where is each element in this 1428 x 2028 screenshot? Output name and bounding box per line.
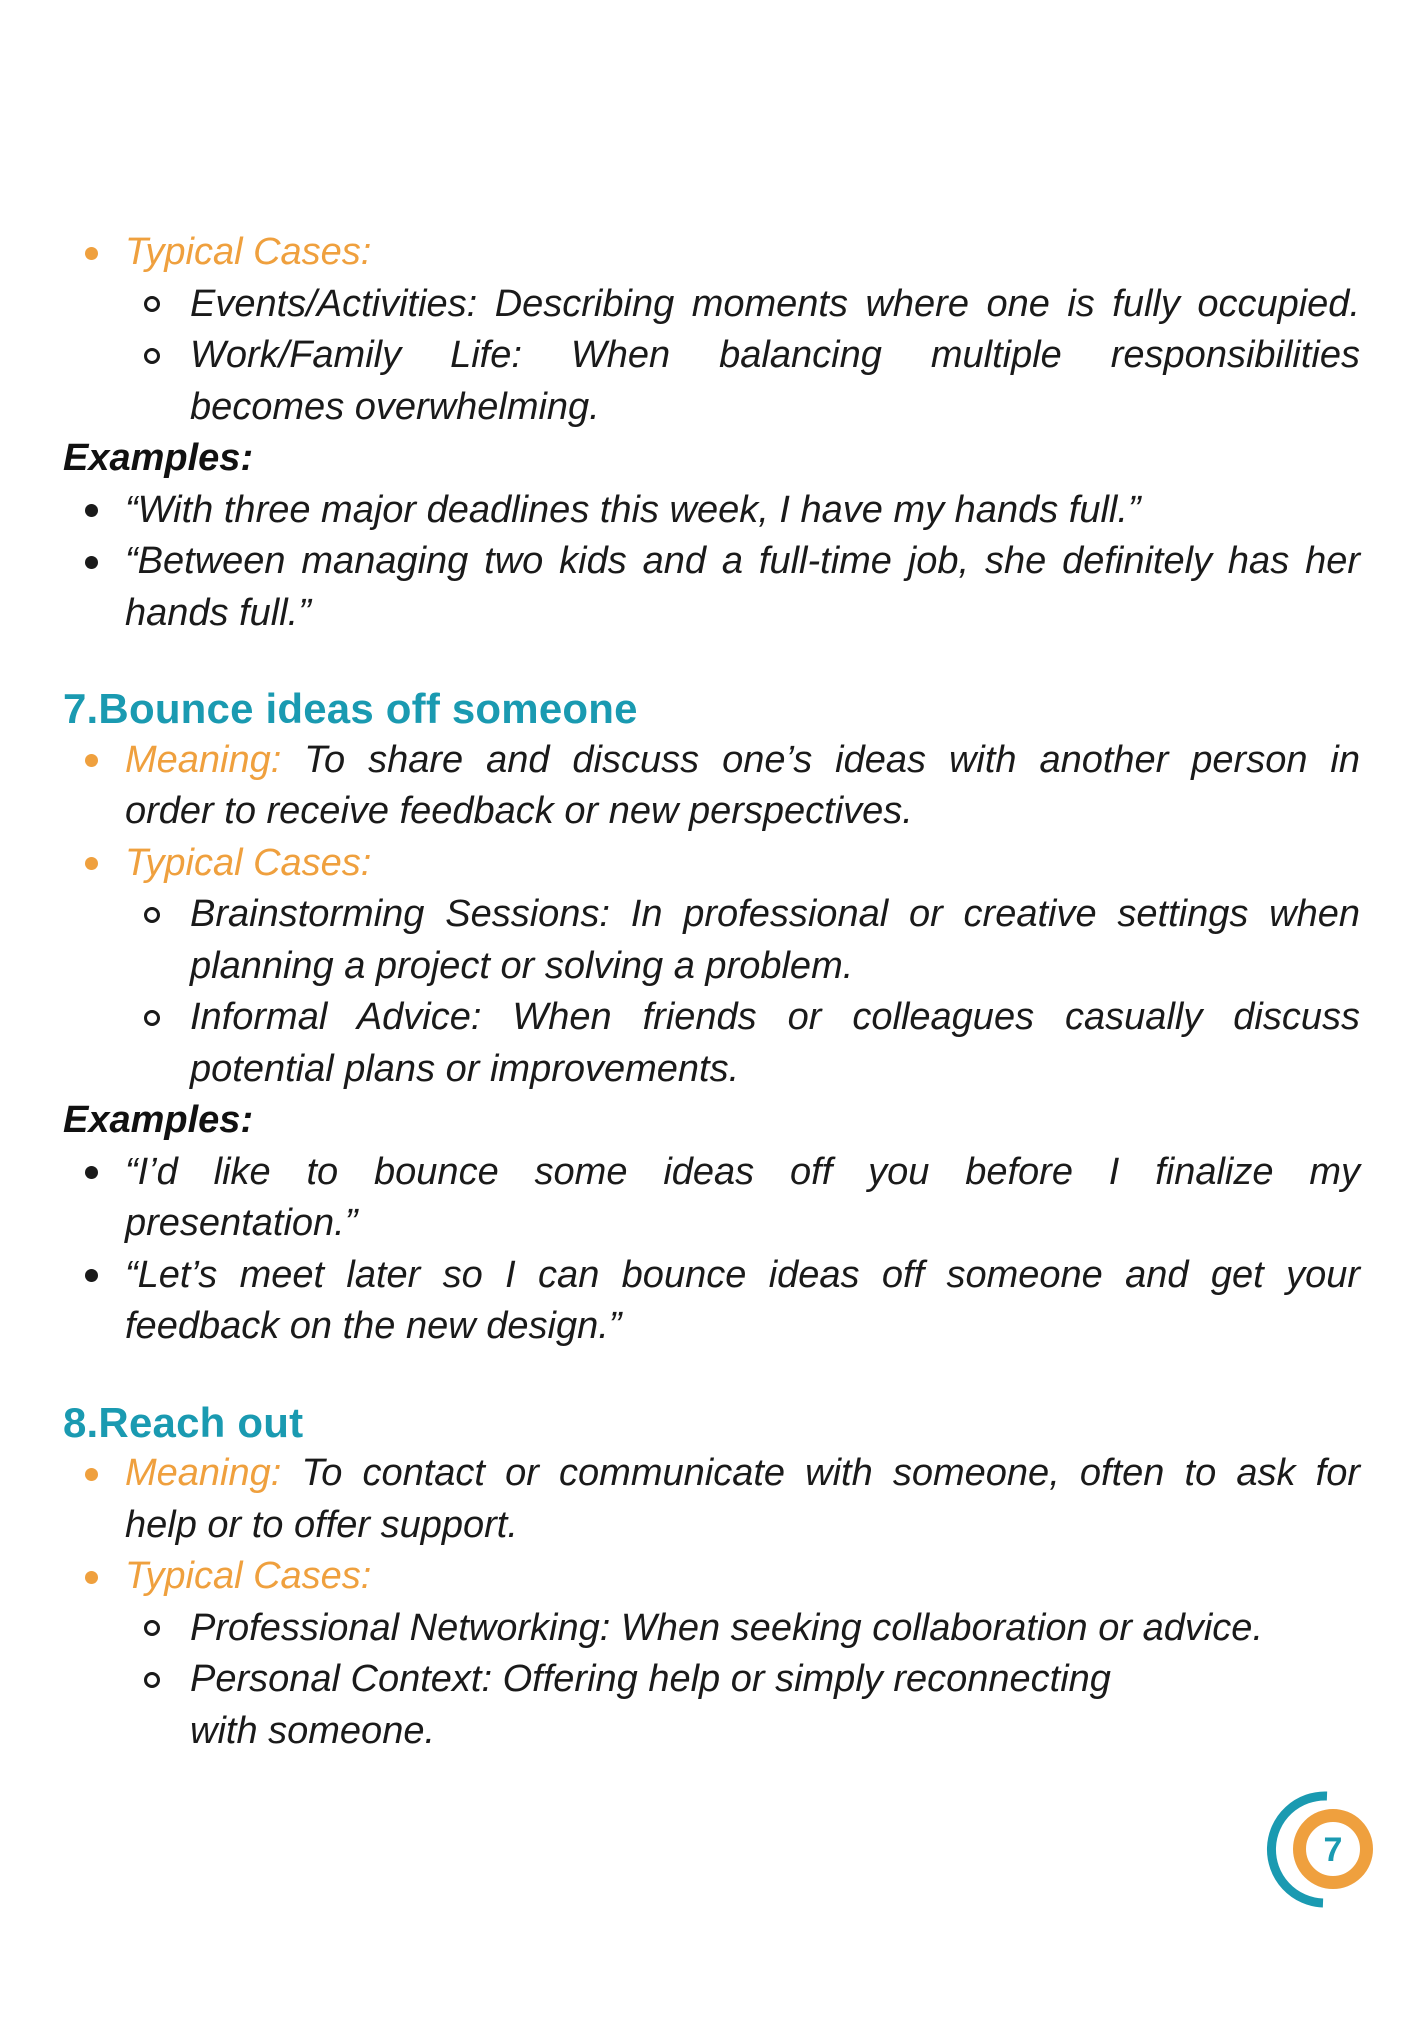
case-item bbox=[63, 1654, 1360, 1757]
typical-cases-item bbox=[63, 1551, 1360, 1603]
case-item bbox=[63, 1603, 1360, 1655]
typical-cases-item bbox=[63, 838, 1360, 890]
example-item bbox=[63, 1250, 1360, 1353]
example-item bbox=[63, 1147, 1360, 1250]
section-heading: 7.Bounce ideas off someone bbox=[63, 685, 638, 732]
example-line: “With three major deadlines this week, I have my hands full.” bbox=[125, 488, 1141, 531]
example-line: “Between managing two kids and a full-time job, she definitely has her bbox=[125, 540, 1360, 582]
case-line: Professional Networking: When seeking collaboration or advice. bbox=[190, 1606, 1263, 1649]
example-line: “I’d like to bounce some ideas off you before I finalize my bbox=[125, 1150, 1360, 1193]
examples-label: Examples: bbox=[63, 1099, 254, 1141]
circle-bullet-icon bbox=[144, 296, 160, 312]
bullet-icon bbox=[85, 247, 98, 260]
section-reach-out bbox=[63, 1397, 1360, 1758]
meaning-label: Meaning: bbox=[125, 1452, 282, 1494]
section-bounce-ideas bbox=[63, 683, 1360, 1353]
bullet-icon bbox=[85, 1269, 98, 1282]
case-item bbox=[63, 279, 1360, 331]
meaning-line bbox=[125, 735, 1360, 787]
bullet-icon bbox=[85, 754, 98, 767]
example-line: presentation.” bbox=[125, 1202, 358, 1244]
typical-cases-label: Typical Cases: bbox=[125, 231, 372, 273]
bullet-icon bbox=[85, 1571, 98, 1584]
example-line: feedback on the new design.” bbox=[125, 1305, 622, 1347]
meaning-item bbox=[63, 735, 1360, 838]
case-line: Brainstorming Sessions: In professional or creative settings when bbox=[190, 893, 1360, 935]
example-line: “Let’s meet later so I can bounce ideas off someone and get your bbox=[125, 1253, 1360, 1296]
section-heading: 8.Reach out bbox=[63, 1398, 304, 1446]
case-item bbox=[63, 889, 1360, 992]
typical-cases-label: Typical Cases: bbox=[125, 841, 372, 884]
meaning-line: order to receive feedback or new perspectives. bbox=[125, 790, 913, 832]
page-badge bbox=[1266, 1782, 1386, 1917]
typical-cases-label: Typical Cases: bbox=[125, 1555, 372, 1597]
meaning-line bbox=[125, 1448, 1360, 1500]
case-line: Personal Context: Offering help or simply reconnecting bbox=[190, 1658, 1111, 1700]
bullet-icon bbox=[85, 504, 98, 517]
bullet-icon bbox=[85, 857, 98, 870]
case-line: planning a project or solving a problem. bbox=[190, 944, 854, 987]
example-line: hands full.” bbox=[125, 591, 311, 634]
examples-label: Examples: bbox=[63, 437, 254, 479]
case-line: Work/Family Life: When balancing multiple responsibilities bbox=[190, 334, 1360, 376]
case-line: becomes overwhelming. bbox=[190, 385, 600, 428]
bullet-icon bbox=[85, 1166, 98, 1179]
case-item bbox=[63, 330, 1360, 433]
example-item bbox=[63, 536, 1360, 639]
circle-bullet-icon bbox=[144, 348, 160, 364]
section-hands-full-continued bbox=[63, 227, 1360, 639]
bullet-icon bbox=[85, 556, 98, 569]
case-line: Informal Advice: When friends or colleagues casually discuss bbox=[190, 996, 1360, 1038]
typical-cases-item bbox=[63, 227, 1360, 279]
case-item bbox=[63, 992, 1360, 1095]
meaning-label: Meaning: bbox=[125, 738, 282, 781]
circle-bullet-icon bbox=[144, 907, 160, 923]
circle-bullet-icon bbox=[144, 1010, 160, 1026]
case-line: with someone. bbox=[190, 1709, 436, 1752]
case-line: potential plans or improvements. bbox=[190, 1047, 740, 1090]
circle-bullet-icon bbox=[144, 1672, 160, 1688]
meaning-line: help or to offer support. bbox=[125, 1503, 518, 1546]
meaning-item bbox=[63, 1448, 1360, 1551]
meaning-text: To share and discuss one’s ideas with another person in bbox=[304, 738, 1360, 781]
meaning-text: To contact or communicate with someone, often to ask for bbox=[301, 1452, 1360, 1494]
bullet-icon bbox=[85, 1468, 98, 1481]
circle-bullet-icon bbox=[144, 1620, 160, 1636]
page-number: 7 bbox=[1323, 1831, 1343, 1869]
example-item bbox=[63, 485, 1360, 537]
case-line: Events/Activities: Describing moments where one is fully occupied. bbox=[190, 282, 1360, 325]
